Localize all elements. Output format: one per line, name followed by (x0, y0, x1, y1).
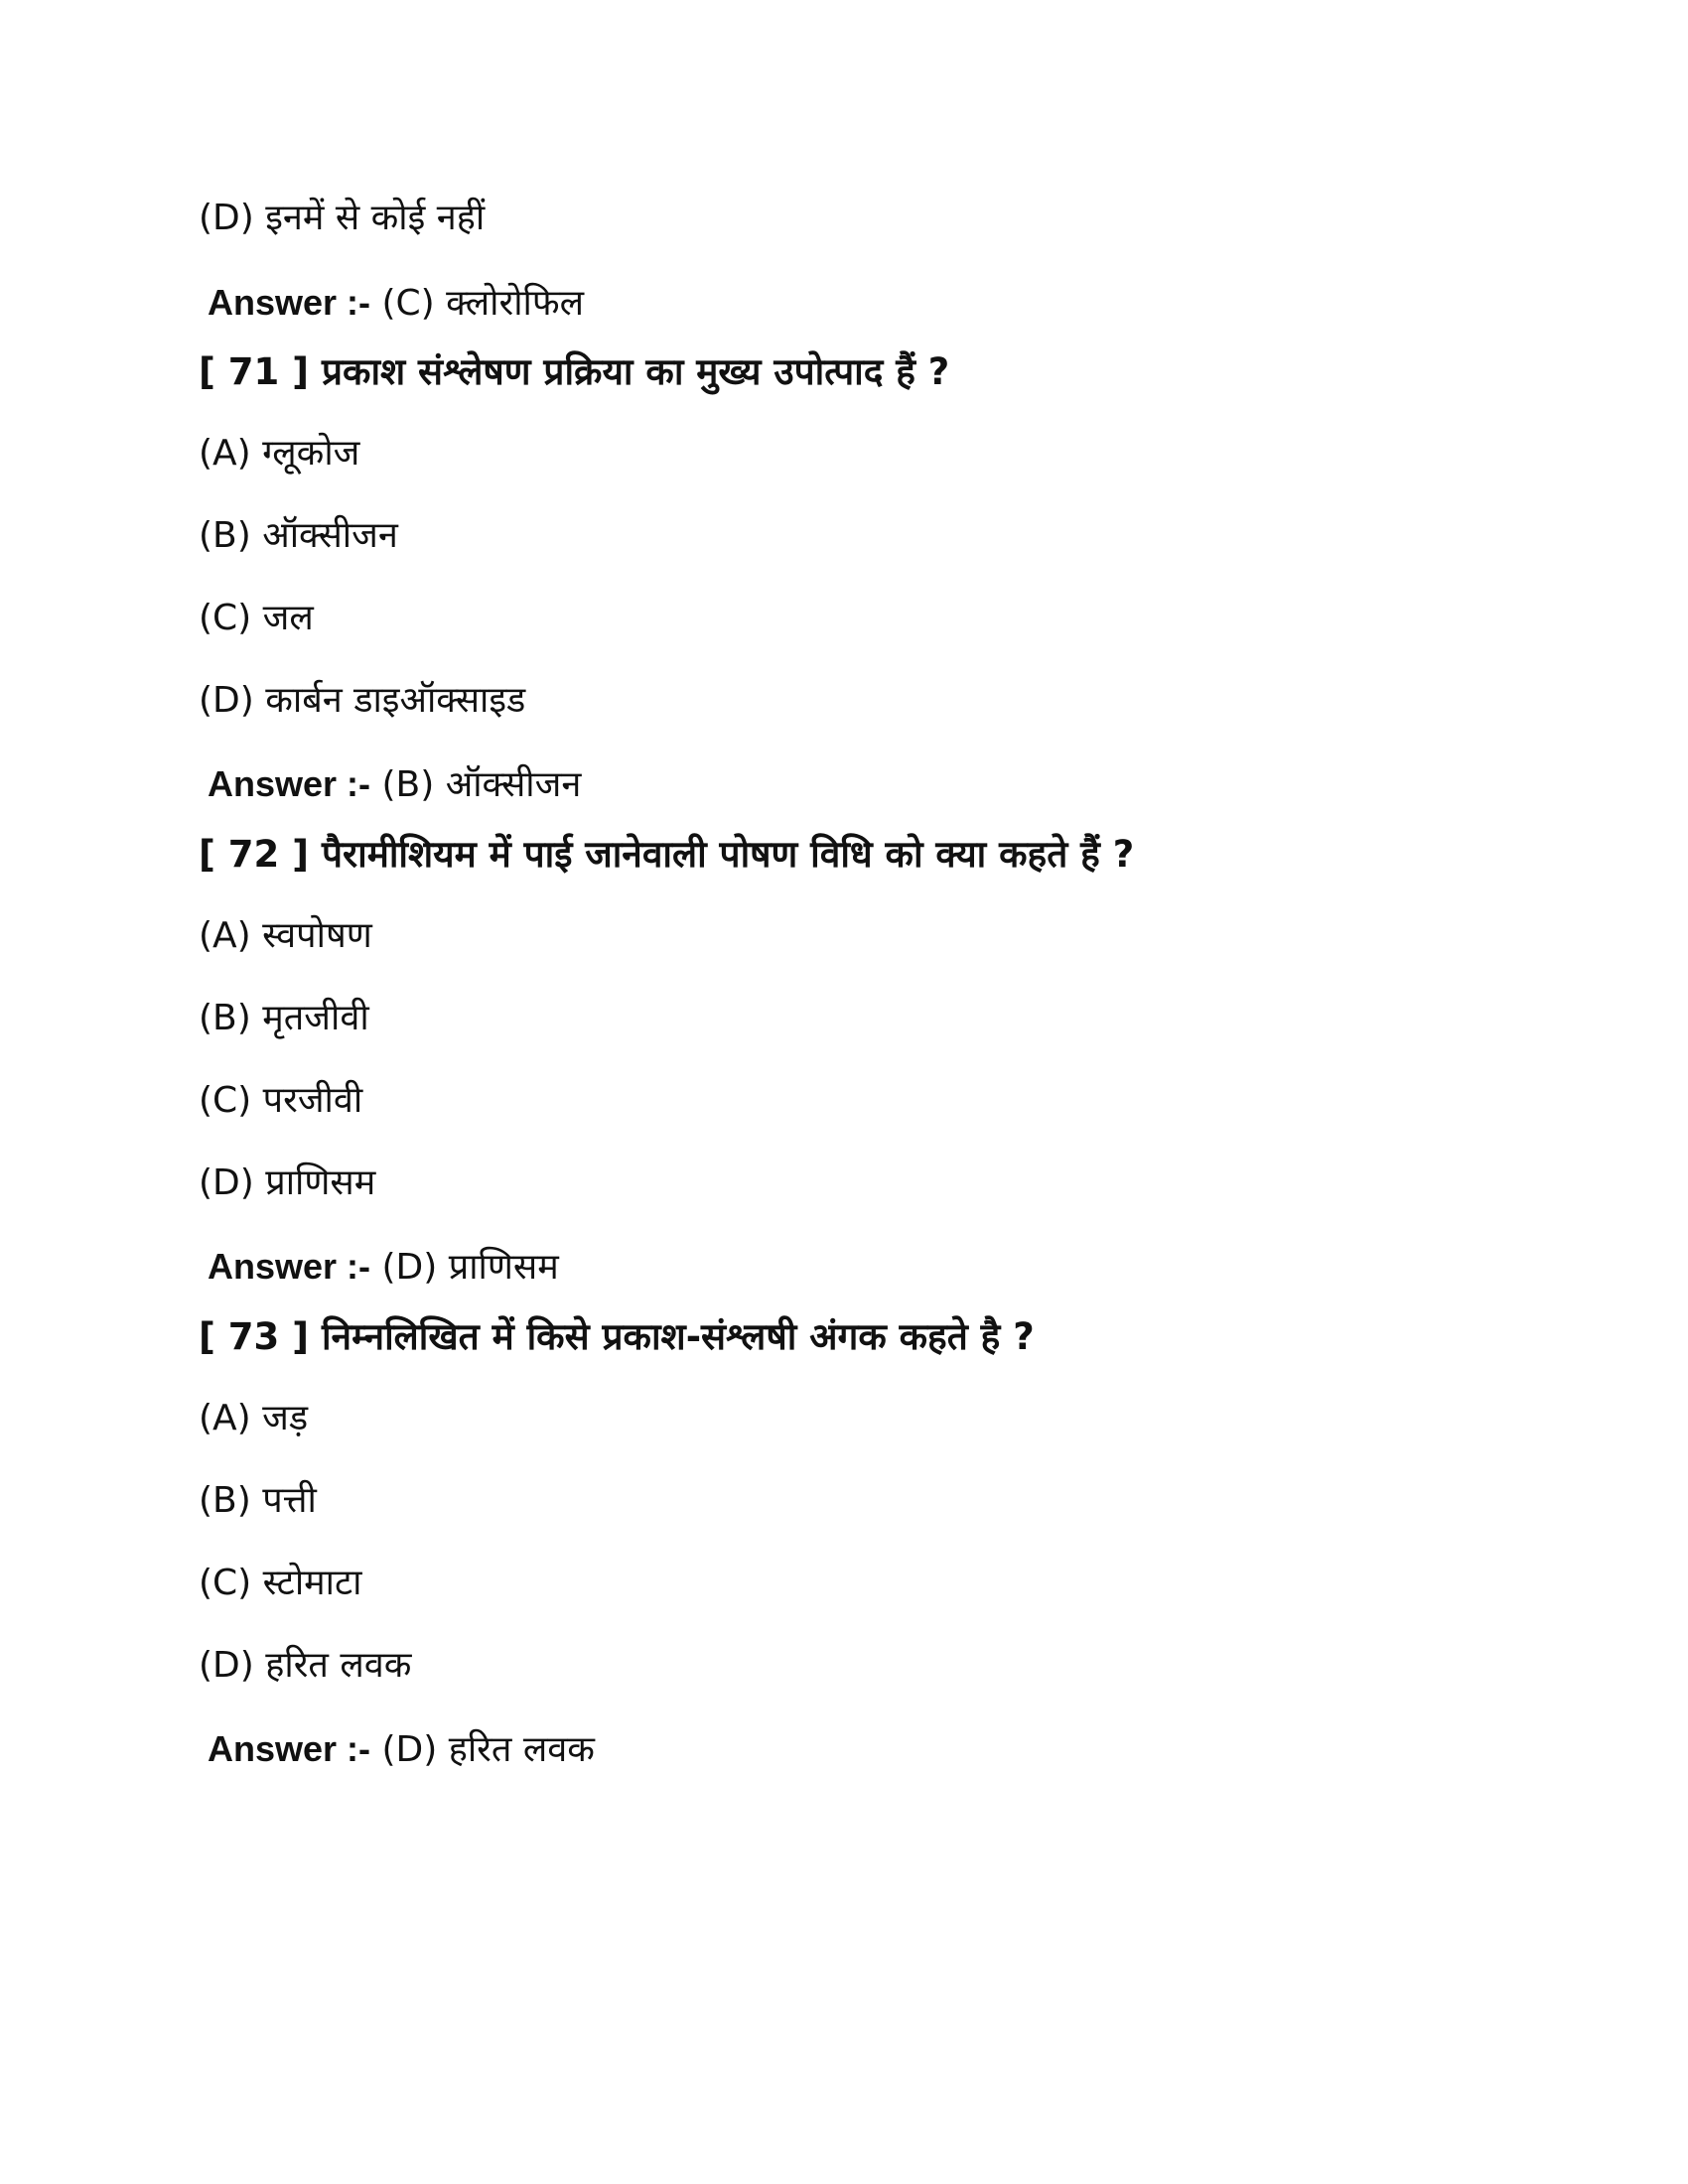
answer-value: (D) प्राणिसम (381, 1247, 559, 1288)
option-text: (C) स्टोमाटा (199, 1563, 362, 1603)
option-text: (A) ग्लूकोज (199, 433, 360, 474)
option-text: (D) कार्बन डाइऑक्साइड (199, 680, 526, 721)
answer-label: Answer :- (208, 763, 371, 804)
question-72-option-b (199, 998, 369, 1038)
answer-value: (B) ऑक्सीजन (381, 764, 582, 805)
question-71-option-a (199, 433, 360, 474)
question-73-answer (208, 1728, 595, 1770)
answer-label: Answer :- (208, 1728, 371, 1769)
prev-question-answer (208, 282, 585, 324)
answer-value: (D) हरित लवक (381, 1729, 595, 1770)
question-number: [ 71 ] (199, 350, 310, 393)
question-72-option-d (199, 1162, 376, 1203)
option-text: (B) पत्ती (199, 1480, 317, 1521)
option-text: (D) इनमें से कोई नहीं (199, 198, 486, 238)
option-text: (A) स्वपोषण (199, 915, 372, 956)
option-text: (C) परजीवी (199, 1080, 363, 1121)
question-71-option-d (199, 680, 526, 721)
option-text: (D) हरित लवक (199, 1645, 412, 1686)
question-73-option-a (199, 1398, 309, 1438)
question-73 (199, 1315, 1035, 1358)
question-71-answer (208, 763, 582, 805)
question-text: निम्नलिखित में किसे प्रकाश-संश्लषी अंगक कहते है ? (321, 1315, 1035, 1358)
question-72 (199, 833, 1135, 876)
question-73-option-c (199, 1563, 362, 1603)
question-72-option-c (199, 1080, 363, 1121)
question-71-option-b (199, 515, 398, 556)
question-number: [ 73 ] (199, 1315, 310, 1358)
question-72-option-a (199, 915, 372, 956)
question-number: [ 72 ] (199, 833, 310, 876)
option-text: (C) जल (199, 598, 314, 638)
answer-label: Answer :- (208, 282, 371, 323)
option-text: (B) ऑक्सीजन (199, 515, 398, 556)
question-text: पैरामीशियम में पाई जानेवाली पोषण विधि को क्या कहते हैं ? (321, 833, 1135, 876)
answer-value: (C) क्लोरोफिल (381, 283, 585, 324)
question-73-option-b (199, 1480, 317, 1521)
question-71-option-c (199, 598, 314, 638)
question-72-answer (208, 1246, 559, 1288)
option-text: (B) मृतजीवी (199, 998, 369, 1038)
question-71 (199, 350, 950, 393)
question-text: प्रकाश संश्लेषण प्रक्रिया का मुख्य उपोत्पाद हैं ? (321, 350, 950, 393)
prev-question-option-d (199, 198, 486, 238)
question-73-option-d (199, 1645, 412, 1686)
answer-label: Answer :- (208, 1246, 371, 1287)
option-text: (D) प्राणिसम (199, 1162, 376, 1203)
option-text: (A) जड़ (199, 1398, 309, 1438)
